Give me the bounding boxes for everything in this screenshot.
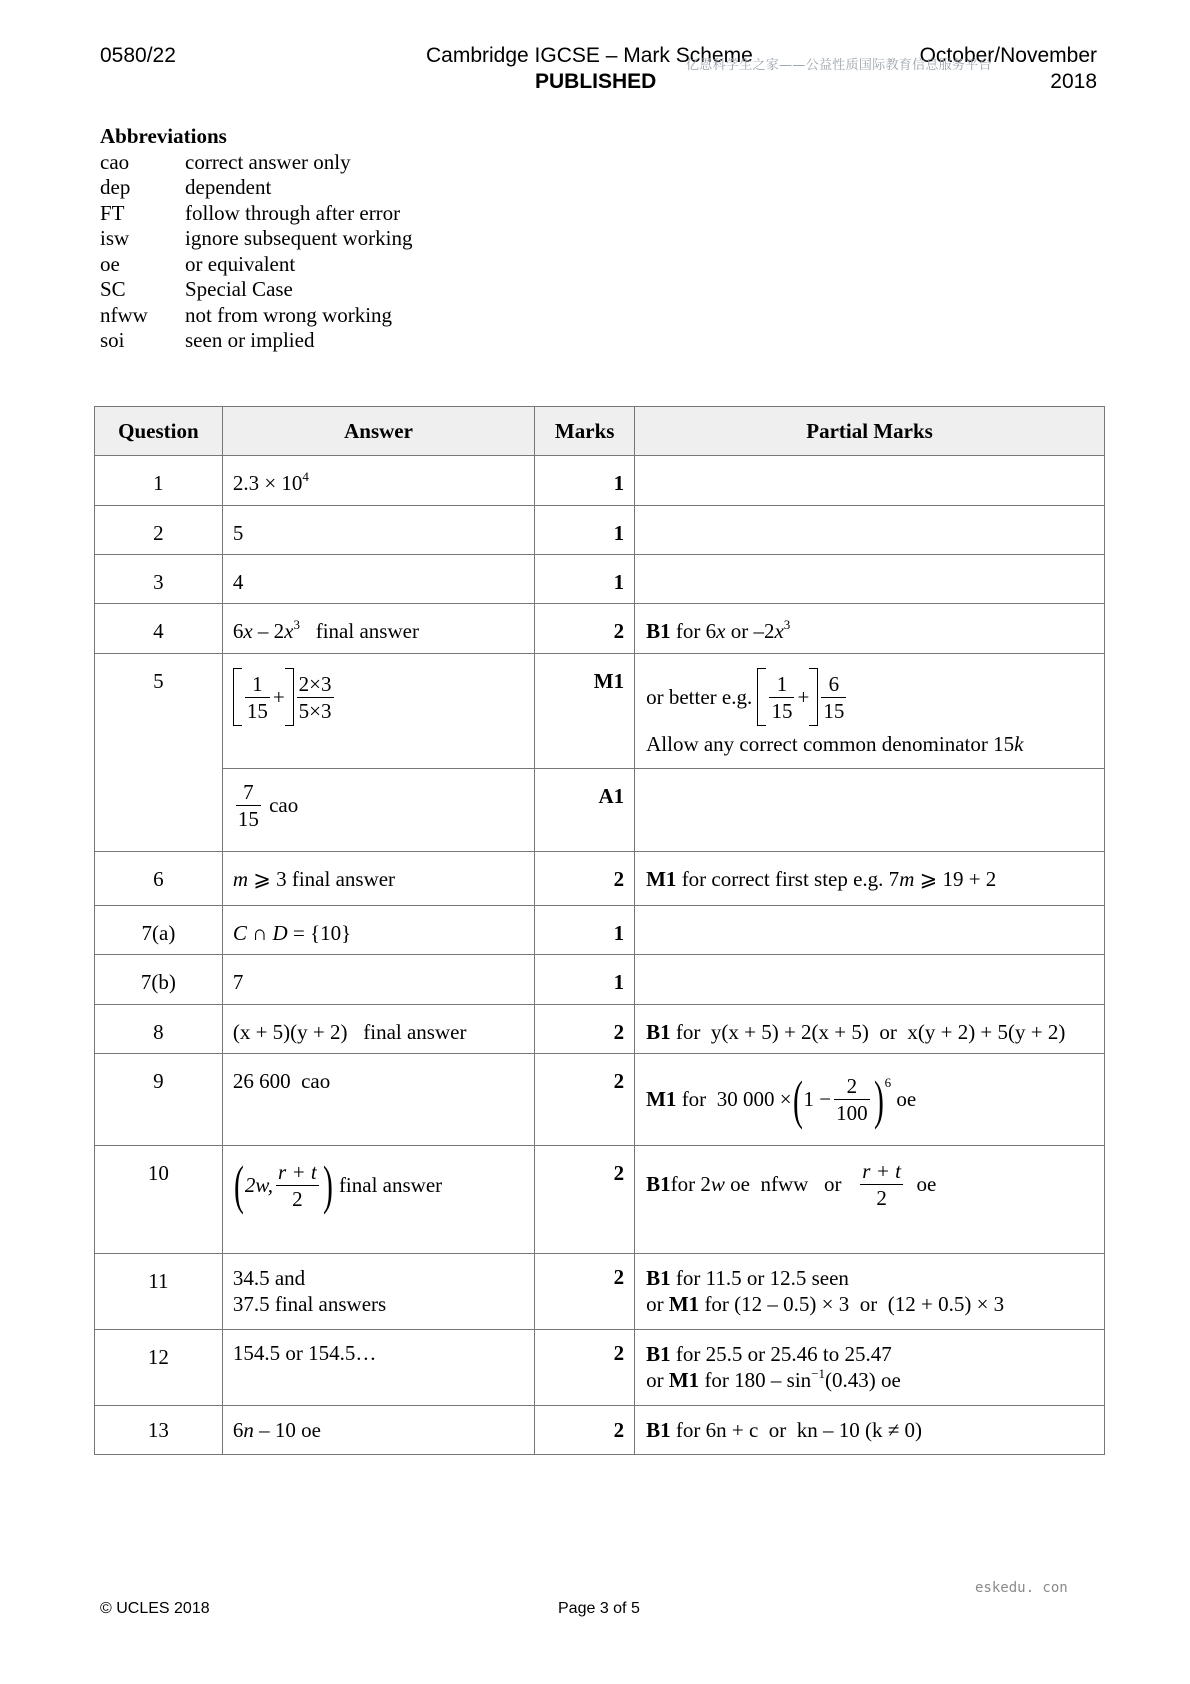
partial-text: ⩾ 19 + 2 xyxy=(914,867,997,891)
marks-cell: 1 xyxy=(535,506,635,555)
question-number: 7(a) xyxy=(95,906,223,955)
answer-cell: 154.5 or 154.5… xyxy=(222,1330,534,1406)
abbreviation-meaning: dependent xyxy=(185,175,272,199)
abbreviation-meaning: ignore subsequent working xyxy=(185,226,413,250)
partial-variable: k xyxy=(1014,732,1024,756)
partial-text: Allow any correct common denominator 15 xyxy=(646,732,1015,756)
abbreviation: FT xyxy=(100,200,125,225)
partial-expression xyxy=(646,1158,936,1211)
page-number: Page 3 of 5 xyxy=(558,1600,640,1617)
plus-sign: + xyxy=(797,684,810,709)
partial-marks-cell xyxy=(635,1330,1105,1406)
marks-cell: A1 xyxy=(535,769,635,852)
table-row xyxy=(95,1254,1105,1330)
answer-note: final answer xyxy=(338,1172,443,1197)
question-number: 11 xyxy=(95,1254,223,1330)
partial-text: oe nfww or xyxy=(724,1172,842,1196)
question-number: 3 xyxy=(95,555,223,604)
partial-marks-cell xyxy=(635,852,1105,906)
denominator: 2 xyxy=(292,1186,303,1211)
answer-cell xyxy=(222,1005,534,1054)
answer-part: 6 xyxy=(232,619,244,643)
table-row xyxy=(95,654,1105,769)
abbreviation: SC xyxy=(100,277,126,301)
abbreviation: nfww xyxy=(100,302,148,327)
answer-variable: D xyxy=(272,921,288,945)
left-paren: ( xyxy=(233,1155,244,1215)
mark-scheme-table xyxy=(94,406,1105,1455)
fraction xyxy=(860,1158,903,1211)
answer-text: 2.3 × 10 xyxy=(232,471,303,495)
table-row xyxy=(95,1406,1105,1455)
fraction xyxy=(834,1073,870,1126)
answer-note: cao xyxy=(269,793,299,817)
marks-cell: 1 xyxy=(535,456,635,506)
marks-cell: 2 xyxy=(535,604,635,654)
partial-text: or better e.g. xyxy=(646,684,753,709)
partial-text: or xyxy=(646,1368,669,1392)
partial-marks-cell xyxy=(635,955,1105,1005)
partial-marks-cell xyxy=(635,1254,1105,1330)
left-bracket xyxy=(233,668,242,726)
partial-text: for 6n + c or kn – 10 (k ≠ 0) xyxy=(670,1418,923,1442)
mark-code: M1 xyxy=(646,1087,677,1111)
exam-year: 2018 xyxy=(1050,70,1097,93)
question-number: 13 xyxy=(95,1406,223,1455)
denominator: 15 xyxy=(823,698,845,723)
answer-text: (x + 5)(y + 2) xyxy=(232,1020,348,1044)
answer-text: – 10 oe xyxy=(253,1418,321,1442)
marks-cell: 1 xyxy=(535,906,635,955)
numerator: 2×3 xyxy=(298,671,332,696)
coordinate-expression xyxy=(233,1155,443,1215)
abbreviations-title: Abbreviations xyxy=(100,124,227,148)
marks-cell: 2 xyxy=(535,1005,635,1054)
numerator: 7 xyxy=(236,779,261,806)
table-row xyxy=(95,955,1105,1005)
marks-cell: 1 xyxy=(535,955,635,1005)
partial-marks-cell xyxy=(635,906,1105,955)
answer-variable: m xyxy=(232,867,248,891)
partial-variable: x xyxy=(774,619,784,643)
partial-text: or –2 xyxy=(725,619,775,643)
denominator: 2 xyxy=(876,1186,887,1210)
marks-cell: 2 xyxy=(535,852,635,906)
abbreviation-row xyxy=(100,303,412,329)
fraction xyxy=(236,779,261,832)
fraction xyxy=(276,1159,319,1212)
copyright: © UCLES 2018 xyxy=(100,1600,210,1617)
abbreviation: soi xyxy=(100,328,125,352)
table-row xyxy=(95,1146,1105,1254)
published-label: PUBLISHED xyxy=(535,70,657,93)
partial-text: for 25.5 or 25.46 to 25.47 xyxy=(670,1342,892,1366)
mark-code: B1 xyxy=(646,1266,671,1290)
partial-marks-cell xyxy=(635,506,1105,555)
numerator: 6 xyxy=(821,671,846,698)
right-bracket xyxy=(285,668,294,726)
answer-cell xyxy=(222,906,534,955)
partial-text: 1 − xyxy=(803,1087,832,1111)
answer-variable: n xyxy=(243,1418,254,1442)
partial-marks-cell xyxy=(635,604,1105,654)
abbreviation-meaning: correct answer only xyxy=(185,149,351,174)
numerator: r + t xyxy=(278,1159,317,1184)
compound-expression xyxy=(646,1069,917,1130)
partial-marks-cell xyxy=(635,1005,1105,1054)
partial-marks-cell xyxy=(635,1146,1105,1254)
fraction-expression xyxy=(646,668,849,726)
answer-cell: 26 600 cao xyxy=(222,1054,534,1146)
header-marks: Marks xyxy=(535,407,635,456)
abbreviations-list xyxy=(100,124,412,354)
question-number: 4 xyxy=(95,604,223,654)
answer-exponent: 3 xyxy=(293,617,300,632)
denominator: 15 xyxy=(246,698,268,723)
answer-cell xyxy=(222,769,534,852)
answer-text: ⩾ 3 final answer xyxy=(248,867,396,891)
partial-variable: x xyxy=(716,619,726,643)
denominator: 15 xyxy=(771,698,793,723)
fraction-expression xyxy=(233,668,337,726)
fraction xyxy=(821,671,846,724)
question-number: 6 xyxy=(95,852,223,906)
marks-cell: 1 xyxy=(535,555,635,604)
partial-variable: w xyxy=(710,1172,725,1196)
question-number: 8 xyxy=(95,1005,223,1054)
answer-part: – 2 xyxy=(252,619,285,643)
abbreviation: isw xyxy=(100,226,130,250)
answer-cell xyxy=(222,1406,534,1455)
answer-text: 6 xyxy=(232,1418,244,1442)
answer-cell xyxy=(222,852,534,906)
marks-cell: 2 xyxy=(535,1254,635,1330)
left-paren: ( xyxy=(792,1069,803,1130)
question-number: 7(b) xyxy=(95,955,223,1005)
partial-marks-cell xyxy=(635,555,1105,604)
mark-code: B1 xyxy=(646,619,671,643)
abbreviation-row xyxy=(100,201,412,227)
partial-text: for 2 xyxy=(670,1172,711,1196)
marks-cell: 2 xyxy=(535,1146,635,1254)
table-row xyxy=(95,1330,1105,1406)
mark-code: B1 xyxy=(646,1418,671,1442)
numerator: r + t xyxy=(862,1159,901,1183)
table-row xyxy=(95,1005,1105,1054)
table-row xyxy=(95,506,1105,555)
partial-marks-cell xyxy=(635,1406,1105,1455)
table-row xyxy=(95,604,1105,654)
marks-cell: 2 xyxy=(535,1406,635,1455)
answer-note: final answer xyxy=(363,1020,467,1044)
table-row xyxy=(95,555,1105,604)
answer-variable: x xyxy=(284,619,294,643)
partial-note xyxy=(646,732,1104,757)
abbreviation-meaning: or equivalent xyxy=(185,251,296,276)
table-row xyxy=(95,906,1105,955)
answer-cell xyxy=(222,456,534,506)
partial-text: for 6 xyxy=(670,619,717,643)
paper-code: 0580/22 xyxy=(100,44,176,67)
partial-text: oe xyxy=(916,1172,937,1196)
table-row xyxy=(95,769,1105,852)
question-number: 1 xyxy=(95,456,223,506)
partial-marks-cell xyxy=(635,1054,1105,1146)
marks-cell: 2 xyxy=(535,1054,635,1146)
partial-variable: m xyxy=(899,867,915,891)
abbreviation: oe xyxy=(100,251,120,276)
answer-exponent: 4 xyxy=(302,469,309,484)
right-paren: ) xyxy=(873,1069,884,1130)
question-number: 12 xyxy=(95,1330,223,1406)
partial-text: oe xyxy=(896,1087,917,1111)
answer-text: 2w, xyxy=(244,1172,274,1197)
abbreviation-row xyxy=(100,150,412,176)
answer-cell xyxy=(222,1146,534,1254)
answer-line: 34.5 and xyxy=(232,1266,306,1290)
exam-session: October/November xyxy=(919,44,1097,67)
right-bracket xyxy=(809,668,818,726)
table-row xyxy=(95,1054,1105,1146)
partial-marks-cell xyxy=(635,654,1105,769)
mark-code: B1 xyxy=(646,1342,671,1366)
abbreviation-meaning: not from wrong working xyxy=(185,302,393,327)
answer-cell: 4 xyxy=(222,555,534,604)
partial-text: for (12 – 0.5) × 3 or (12 + 0.5) × 3 xyxy=(699,1292,1005,1316)
mark-code: M1 xyxy=(646,867,677,891)
table-header-row xyxy=(95,407,1105,456)
denominator: 100 xyxy=(836,1101,868,1125)
question-number: 9 xyxy=(95,1054,223,1146)
header-partial-marks: Partial Marks xyxy=(635,407,1105,456)
numerator: 1 xyxy=(245,671,270,698)
fraction xyxy=(297,671,334,724)
abbreviation-row xyxy=(100,175,412,201)
abbreviation-row xyxy=(100,328,412,354)
partial-text: for y(x + 5) + 2(x + 5) or x(y + 2) + 5(y + 2) xyxy=(670,1020,1066,1044)
abbreviation-meaning: follow through after error xyxy=(185,200,401,225)
partial-line xyxy=(646,1265,1104,1291)
answer-cell xyxy=(222,654,534,769)
partial-line xyxy=(646,1341,1104,1367)
abbreviation-meaning: seen or implied xyxy=(185,328,315,352)
numerator: 1 xyxy=(769,671,794,698)
question-number: 2 xyxy=(95,506,223,555)
header-question: Question xyxy=(95,407,223,456)
abbreviation-meaning: Special Case xyxy=(185,277,293,301)
right-paren: ) xyxy=(322,1155,333,1215)
question-number: 10 xyxy=(95,1146,223,1254)
abbreviation-row xyxy=(100,277,412,303)
partial-text: 30 000 × xyxy=(716,1087,792,1111)
partial-exponent: 6 xyxy=(884,1074,892,1090)
partial-line xyxy=(646,1367,1104,1393)
fraction xyxy=(769,671,794,724)
partial-marks-cell xyxy=(635,456,1105,506)
partial-text: for correct first step e.g. 7 xyxy=(676,867,900,891)
abbreviation-row xyxy=(100,252,412,278)
left-bracket xyxy=(757,668,766,726)
partial-text: (0.43) oe xyxy=(825,1368,901,1392)
marks-cell: M1 xyxy=(535,654,635,769)
partial-text: or xyxy=(646,1292,669,1316)
header-answer: Answer xyxy=(222,407,534,456)
table-row xyxy=(95,456,1105,506)
answer-text: = {10} xyxy=(287,921,352,945)
answer-cell: 5 xyxy=(222,506,534,555)
denominator: 15 xyxy=(237,807,259,831)
fraction-expression xyxy=(233,779,298,832)
numerator: 2 xyxy=(834,1073,870,1100)
site-watermark: eskedu. con xyxy=(975,1580,1068,1596)
answer-text: ∩ xyxy=(246,921,273,945)
mark-code: M1 xyxy=(668,1292,700,1316)
answer-variable: C xyxy=(232,921,247,945)
partial-text: for xyxy=(676,1087,712,1111)
table-row xyxy=(95,852,1105,906)
answer-cell xyxy=(222,1254,534,1330)
denominator: 5×3 xyxy=(298,698,332,723)
partial-exponent: −1 xyxy=(811,1366,826,1381)
mark-code: B1 xyxy=(646,1172,671,1196)
abbreviation-row xyxy=(100,226,412,252)
mark-code: B1 xyxy=(646,1020,671,1044)
answer-cell: 7 xyxy=(222,955,534,1005)
partial-exponent: 3 xyxy=(783,617,791,632)
answer-note: final answer xyxy=(315,619,419,643)
fraction xyxy=(245,671,270,724)
partial-marks-cell xyxy=(635,769,1105,852)
question-number: 5 xyxy=(95,654,223,852)
abbreviation: dep xyxy=(100,175,131,199)
partial-text: for 180 – sin xyxy=(699,1368,812,1392)
answer-variable: x xyxy=(243,619,253,643)
document-title: Cambridge IGCSE – Mark Scheme xyxy=(426,44,753,67)
plus-sign: + xyxy=(272,684,285,709)
partial-line xyxy=(646,1291,1104,1317)
partial-text: for 11.5 or 12.5 seen xyxy=(670,1266,849,1290)
watermark-text: 亿恩科学生之家——公益性质国际教育信息服务平台 xyxy=(686,58,992,73)
marks-cell: 2 xyxy=(535,1330,635,1406)
abbreviation: cao xyxy=(100,149,130,174)
mark-code: M1 xyxy=(668,1368,700,1392)
answer-line: 37.5 final answers xyxy=(232,1292,387,1316)
answer-cell xyxy=(222,604,534,654)
